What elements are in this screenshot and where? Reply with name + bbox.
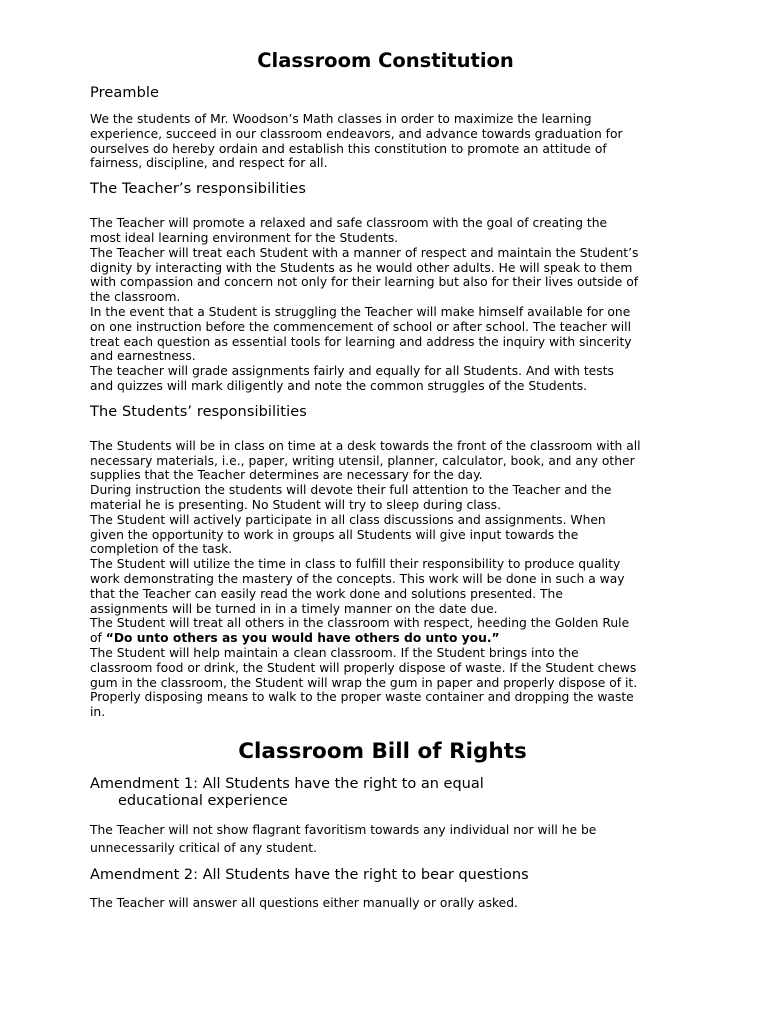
- preamble-line: fairness, discipline, and respect for all.: [90, 156, 328, 171]
- golden-rule-prefix: of: [90, 631, 106, 646]
- students-line: necessary materials, i.e., paper, writing utensil, planner, calculator, book, and any other: [90, 453, 635, 468]
- amendment-2-line: The Teacher will answer all questions either manually or orally asked.: [90, 896, 518, 911]
- students-line: The Student will utilize the time in class to fulfill their responsibility to produce quality: [90, 557, 621, 572]
- teacher-paragraph: [90, 216, 675, 394]
- teacher-line: The Teacher will treat each Student with a manner of respect and maintain the Student’s: [90, 245, 639, 260]
- preamble-heading: Preamble: [90, 85, 160, 101]
- teacher-line: The teacher will grade assignments fairly and equally for all Students. And with tests: [90, 364, 614, 379]
- students-heading: The Students’ responsibilities: [90, 403, 307, 420]
- students-line: gum in the classroom, the Student will wrap the gum in paper and properly dispose of it.: [90, 675, 638, 690]
- teacher-line: with compassion and concern not only for their learning but also for their lives outside of: [90, 275, 639, 290]
- amendment-1-heading-line: Amendment 1: All Students have the right to an equal: [90, 775, 484, 792]
- students-line: The Student will actively participate in all class discussions and assignments. When: [90, 512, 606, 527]
- bill-of-rights-title: Classroom Bill of Rights: [238, 738, 527, 764]
- teacher-line: In the event that a Student is struggling the Teacher will make himself available for one: [90, 304, 631, 319]
- teacher-heading: The Teacher’s responsibilities: [90, 181, 307, 198]
- golden-rule-line: [90, 631, 675, 646]
- students-line: that the Teacher can easily read the work done and solutions presented. The: [90, 586, 563, 601]
- students-line: given the opportunity to work in groups all Students will give input towards the: [90, 527, 579, 542]
- students-line: classroom food or drink, the Student will properly dispose of waste. If the Student chews: [90, 660, 637, 675]
- teacher-line: the classroom.: [90, 290, 181, 305]
- students-line: The Student will help maintain a clean classroom. If the Student brings into the: [90, 645, 579, 660]
- amendment-1-line: unnecessarily critical of any student.: [90, 840, 317, 855]
- teacher-line: dignity by interacting with the Students as he would other adults. He will speak to them: [90, 260, 633, 275]
- students-line: During instruction the students will devote their full attention to the Teacher and the: [90, 483, 612, 498]
- students-line: completion of the task.: [90, 542, 233, 557]
- teacher-line: treat each question as essential tools for learning and address the inquiry with sincerity: [90, 334, 632, 349]
- teacher-line: The Teacher will promote a relaxed and safe classroom with the goal of creating the: [90, 216, 608, 231]
- preamble-paragraph: [90, 112, 675, 171]
- students-line: work demonstrating the mastery of the concepts. This work will be done in such a way: [90, 571, 625, 586]
- amendment-1-line: The Teacher will not show flagrant favoritism towards any individual nor will he be: [90, 822, 597, 837]
- students-line: assignments will be turned in in a timely manner on the date due.: [90, 601, 498, 616]
- teacher-line: and earnestness.: [90, 349, 196, 364]
- students-paragraph: [90, 439, 675, 720]
- teacher-line: on one instruction before the commencement of school or after school. The teacher will: [90, 319, 632, 334]
- preamble-line: ourselves do hereby ordain and establish this constitution to promote an attitude of: [90, 141, 607, 156]
- preamble-line: We the students of Mr. Woodson’s Math classes in order to maximize the learning: [90, 112, 592, 126]
- document-title: Classroom Constitution: [257, 49, 514, 72]
- students-line: The Students will be in class on time at a desk towards the front of the classroom with all: [90, 438, 641, 453]
- amendment-2-heading: Amendment 2: All Students have the right to bear questions: [90, 866, 529, 883]
- students-line: The Student will treat all others in the classroom with respect, heeding the Golden Rule: [90, 616, 630, 631]
- amendment-1-heading: [90, 776, 675, 811]
- students-line: in.: [90, 705, 106, 720]
- preamble-line: experience, succeed in our classroom endeavors, and advance towards graduation for: [90, 126, 623, 141]
- golden-rule-quote: “Do unto others as you would have others do unto you.”: [105, 631, 500, 646]
- amendment-1-heading-line: educational experience: [118, 793, 288, 810]
- students-line: supplies that the Teacher determines are necessary for the day.: [90, 468, 483, 483]
- teacher-line: most ideal learning environment for the Students.: [90, 230, 399, 245]
- teacher-line: and quizzes will mark diligently and note the common struggles of the Students.: [90, 378, 588, 393]
- students-line: Properly disposing means to walk to the proper waste container and dropping the waste: [90, 690, 634, 705]
- amendment-1-paragraph: [90, 821, 675, 857]
- document-page: [90, 48, 675, 912]
- amendment-2-paragraph: [90, 894, 675, 912]
- students-line: material he is presenting. No Student will try to sleep during class.: [90, 497, 501, 512]
